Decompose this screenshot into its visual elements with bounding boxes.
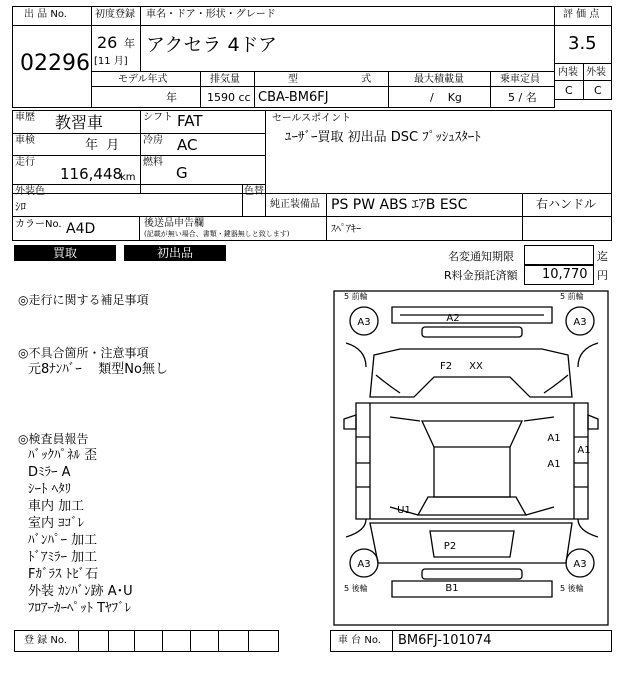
reg-no-label: 登 録 No. [24, 635, 67, 646]
inspector-item: ﾊﾞﾝﾊﾟｰ 加工 [28, 533, 98, 548]
exterior-label: 外装 [586, 67, 606, 78]
mark-hood-f2: F2 [439, 361, 453, 372]
lot-label: 出 品 No. [24, 9, 67, 20]
mileage-unit: km [120, 172, 136, 183]
shift-label: シフト [143, 112, 173, 123]
mark-front-bumper: A2 [446, 313, 460, 324]
inspector-item: 外装 ｶﾝﾊﾞﾝ跡 A･U [28, 584, 133, 599]
mileage-value: 116,448 [60, 165, 123, 183]
inspector-item: Dﾐﾗｰ A [28, 465, 71, 480]
handle-value: 右ハンドル [536, 197, 597, 211]
displacement-label: 排気量 [210, 74, 240, 85]
inspector-item: ﾌﾛｱｰｶｰﾍﾟｯﾄ Tﾔﾌﾞﾚ [28, 601, 132, 616]
inspector-item: 車内 加工 [28, 499, 85, 514]
right-mirror-shape [588, 415, 598, 429]
tire-mark-rl: A3 [357, 559, 371, 570]
interior-value: C [565, 84, 573, 97]
details-left-box [12, 110, 266, 194]
sales-point-text: ﾕｰｻﾞｰ買取 初出品 DSC ﾌﾟｯｼｭｽﾀｰﾄ [285, 130, 481, 145]
left-mirror-shape [344, 415, 356, 429]
driving-heading: ◎走行に関する補足事項 [18, 293, 149, 307]
rear-garnish-shape [422, 569, 522, 579]
chassis-label: 車 台 No. [338, 635, 381, 646]
exterior-value: C [594, 84, 602, 97]
car-damage-diagram [330, 287, 612, 629]
ac-label: 冷房 [143, 135, 163, 146]
score-value: 3.5 [568, 33, 597, 54]
type-label: 型 式 [288, 74, 402, 85]
color-no-label: カラーNo. [15, 219, 62, 230]
hood-shape [370, 349, 572, 397]
tire-label-rr: 5 後輪 [560, 584, 584, 593]
fuel-value: G [176, 164, 188, 182]
inspector-item: ﾄﾞｱﾐﾗｰ 加工 [28, 550, 98, 565]
year-unit: 年 [124, 37, 135, 50]
interior-label: 内装 [558, 67, 578, 78]
defects-heading: ◎不具合箇所・注意事項 [18, 346, 149, 360]
ext-color-label: 外装色 [15, 186, 45, 197]
tire-label-fl: 5 前輪 [344, 292, 368, 301]
history-label: 車歴 [15, 112, 35, 123]
windshield-shape [422, 421, 522, 447]
name-change-label: 名変通知期限 [448, 250, 514, 263]
tire-mark-fr: A3 [573, 317, 587, 328]
inspection-label: 車検 [15, 135, 35, 146]
inspector-heading: ◎検査員報告 [18, 432, 89, 446]
capacity-label: 乗車定員 [500, 74, 540, 85]
mark-hood-xx: XX [469, 361, 483, 372]
era-year: 26 [97, 33, 118, 52]
inspection-value: 年 月 [85, 138, 120, 153]
sales-point-label: セールスポイント [272, 113, 352, 124]
recycle-label: R料金預託済額 [444, 269, 518, 282]
mark-right-a1-3: A1 [577, 445, 591, 456]
diagram-frame [334, 291, 608, 625]
color-no-value: A4D [66, 221, 96, 237]
car-name-label: 車名・ドア・形状・グレード [146, 9, 276, 20]
fuel-label: 燃料 [143, 157, 163, 168]
name-change-box [524, 245, 594, 265]
color-change-label: 色替 [244, 186, 264, 197]
rear-bumper-shape [392, 581, 552, 597]
first-listing-badge: 初出品 [124, 245, 226, 261]
load-value: / Kg [430, 91, 462, 104]
ext-color-value: ｼﾛ [15, 200, 26, 213]
mark-right-a1-2: A1 [547, 459, 561, 470]
score-label: 評 価 点 [563, 9, 600, 20]
buyback-badge: 買取 [14, 245, 116, 261]
car-name: アクセラ 4ドア [146, 34, 277, 56]
mark-trunk-p2: P2 [443, 541, 457, 552]
type-value: CBA-BM6FJ [258, 90, 329, 105]
ext-color-box [12, 184, 266, 217]
model-year-label: モデル年式 [118, 74, 168, 85]
lot-number: 02296 [20, 51, 90, 76]
mileage-label: 走行 [15, 157, 35, 168]
inspector-item: 室内 ﾖｺﾞﾚ [28, 516, 85, 531]
displacement-value: 1590 cc [207, 91, 251, 104]
mark-right-a1-1: A1 [547, 433, 561, 444]
rear-window-shape [418, 497, 526, 515]
genuine-equipment-value: PS PW ABS ｴｱB ESC [331, 197, 468, 213]
inspector-item: ｼｰﾄ ﾍﾀﾘ [28, 482, 72, 497]
first-reg-label: 初度登録 [95, 9, 135, 20]
tire-label-rl: 5 後輪 [344, 584, 368, 593]
mark-left-u1: U1 [397, 505, 411, 516]
inspector-item: ﾊﾞｯｸﾊﾟﾈﾙ 歪 [28, 448, 98, 463]
chassis-value: BM6FJ-101074 [398, 633, 492, 648]
defects-text: 元8ﾅﾝﾊﾞｰ 類型No無し [28, 362, 168, 377]
inspector-item: Fｶﾞﾗｽ ﾄﾋﾞ石 [28, 567, 99, 582]
history-value: 教習車 [55, 113, 104, 132]
recycle-value: 10,770 [542, 267, 588, 282]
aftermarket-note: (記載が無い場合、書類・鍵器無しと致します) [144, 230, 290, 238]
month-bracket: [11 月] [94, 56, 128, 67]
aftermarket-value: ｽﾍﾟｱｷｰ [331, 224, 361, 235]
mark-rear-b1: B1 [445, 583, 459, 594]
tire-mark-fl: A3 [357, 317, 371, 328]
ac-value: AC [177, 136, 198, 154]
load-label: 最大積載量 [414, 74, 464, 85]
name-change-unit: 迄 [597, 250, 608, 263]
tire-mark-rr: A3 [573, 559, 587, 570]
roof-shape [434, 447, 510, 497]
recycle-unit: 円 [597, 269, 608, 282]
tire-label-fr: 5 前輪 [560, 292, 584, 301]
front-grille-shape [422, 327, 522, 337]
genuine-equipment-label: 純正装備品 [270, 199, 320, 210]
capacity-value: 5 / 名 [508, 91, 537, 104]
shift-value: FAT [177, 112, 203, 130]
aftermarket-label: 後送品申告欄 [144, 218, 204, 229]
model-year-value: 年 [166, 91, 177, 104]
